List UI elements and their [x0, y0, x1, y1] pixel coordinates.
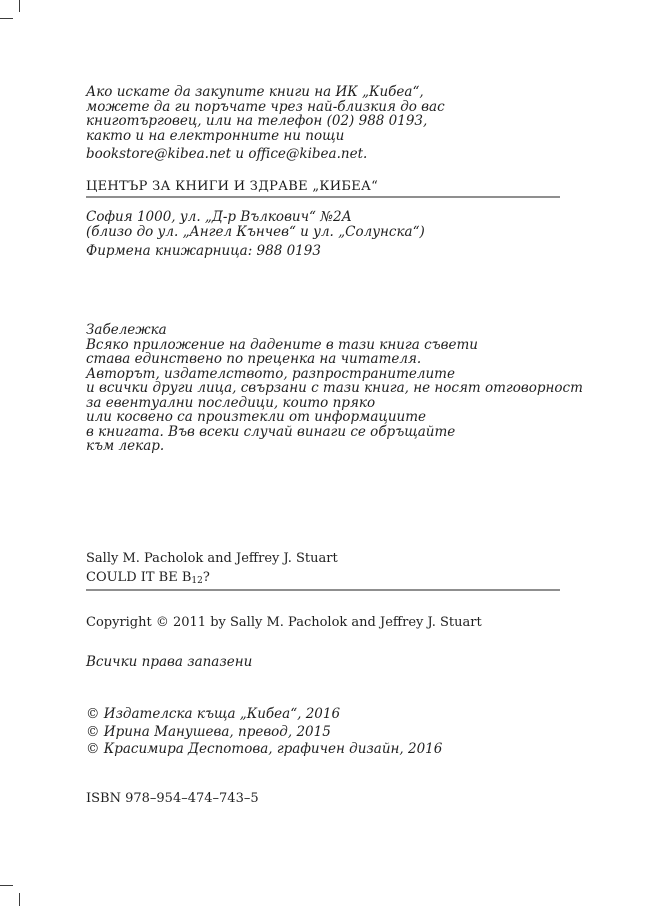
book-center-heading: ЦЕНТЪР ЗА КНИГИ И ЗДРАВЕ „КИБЕА“ — [86, 179, 379, 194]
note-line: и всички други лица, свързани с тази книга, не носят отговорност — [86, 380, 583, 396]
address-line: София 1000, ул. „Д-р Вълкович“ №2А — [86, 209, 352, 225]
ordering-info-line: както и на електронните ни пощи — [86, 127, 345, 144]
ordering-info-line: можете да ги поръчате чрез най-близкия до вас — [86, 98, 445, 115]
note-line: за евентуални последици, които пряко — [86, 394, 376, 411]
ordering-info-paragraph — [86, 85, 445, 162]
crop-mark-top-vertical — [19, 0, 20, 12]
credit-line: © Издателска къща „Кибеа“, 2016 — [86, 706, 341, 722]
contact-emails: bookstore@kibea.net и office@kibea.net. — [86, 146, 368, 162]
ordering-info-line: книготърговец, или на телефон (02) 988 0193, — [86, 113, 428, 129]
copyright-line: Copyright © 2011 by Sally M. Pacholok and Jeffrey J. Stuart — [86, 615, 482, 630]
bookstore-phone-line: Фирмена книжарница: 988 0193 — [86, 243, 321, 259]
note-title: Забележка — [86, 322, 167, 338]
divider-rule-top — [86, 196, 560, 198]
rights-reserved-line: Всички права запазени — [86, 654, 253, 670]
note-line: Авторът, издателството, разпространителите — [86, 365, 455, 382]
crop-mark-bottom-vertical — [19, 893, 20, 906]
edition-credits — [86, 706, 442, 759]
book-center-address — [86, 210, 425, 259]
note-line: към лекар. — [86, 438, 165, 454]
note-line: Всяко приложение на дадените в тази книга съвети — [86, 336, 478, 353]
credit-line: © Ирина Манушева, превод, 2015 — [86, 723, 331, 740]
original-title-text: COULD IT BE B — [86, 570, 192, 585]
crop-mark-top-horizontal — [0, 18, 13, 19]
crop-mark-bottom-horizontal — [0, 885, 13, 886]
ordering-info-line: Ако искате да закупите книги на ИК „Кибеа“, — [86, 84, 424, 100]
original-authors: Sally M. Pacholok and Jeffrey J. Stuart — [86, 551, 338, 566]
original-title-question-mark: ? — [202, 570, 210, 585]
original-title — [86, 570, 210, 589]
disclaimer-note — [86, 323, 583, 454]
note-line: става единствено по преценка на читателя. — [86, 351, 422, 367]
credit-line: © Красимира Деспотова, графичен дизайн, 2016 — [86, 741, 443, 757]
divider-rule-bottom — [86, 589, 560, 591]
title-subscript: 12 — [191, 576, 203, 586]
isbn-line: ISBN 978–954–474–743–5 — [86, 791, 259, 806]
address-line: (близо до ул. „Ангел Кънчев“ и ул. „Солунска“) — [86, 223, 425, 240]
note-line: или косвено са произтекли от информациите — [86, 409, 427, 425]
note-line: в книгата. Във всеки случай винаги се обръщайте — [86, 423, 456, 440]
